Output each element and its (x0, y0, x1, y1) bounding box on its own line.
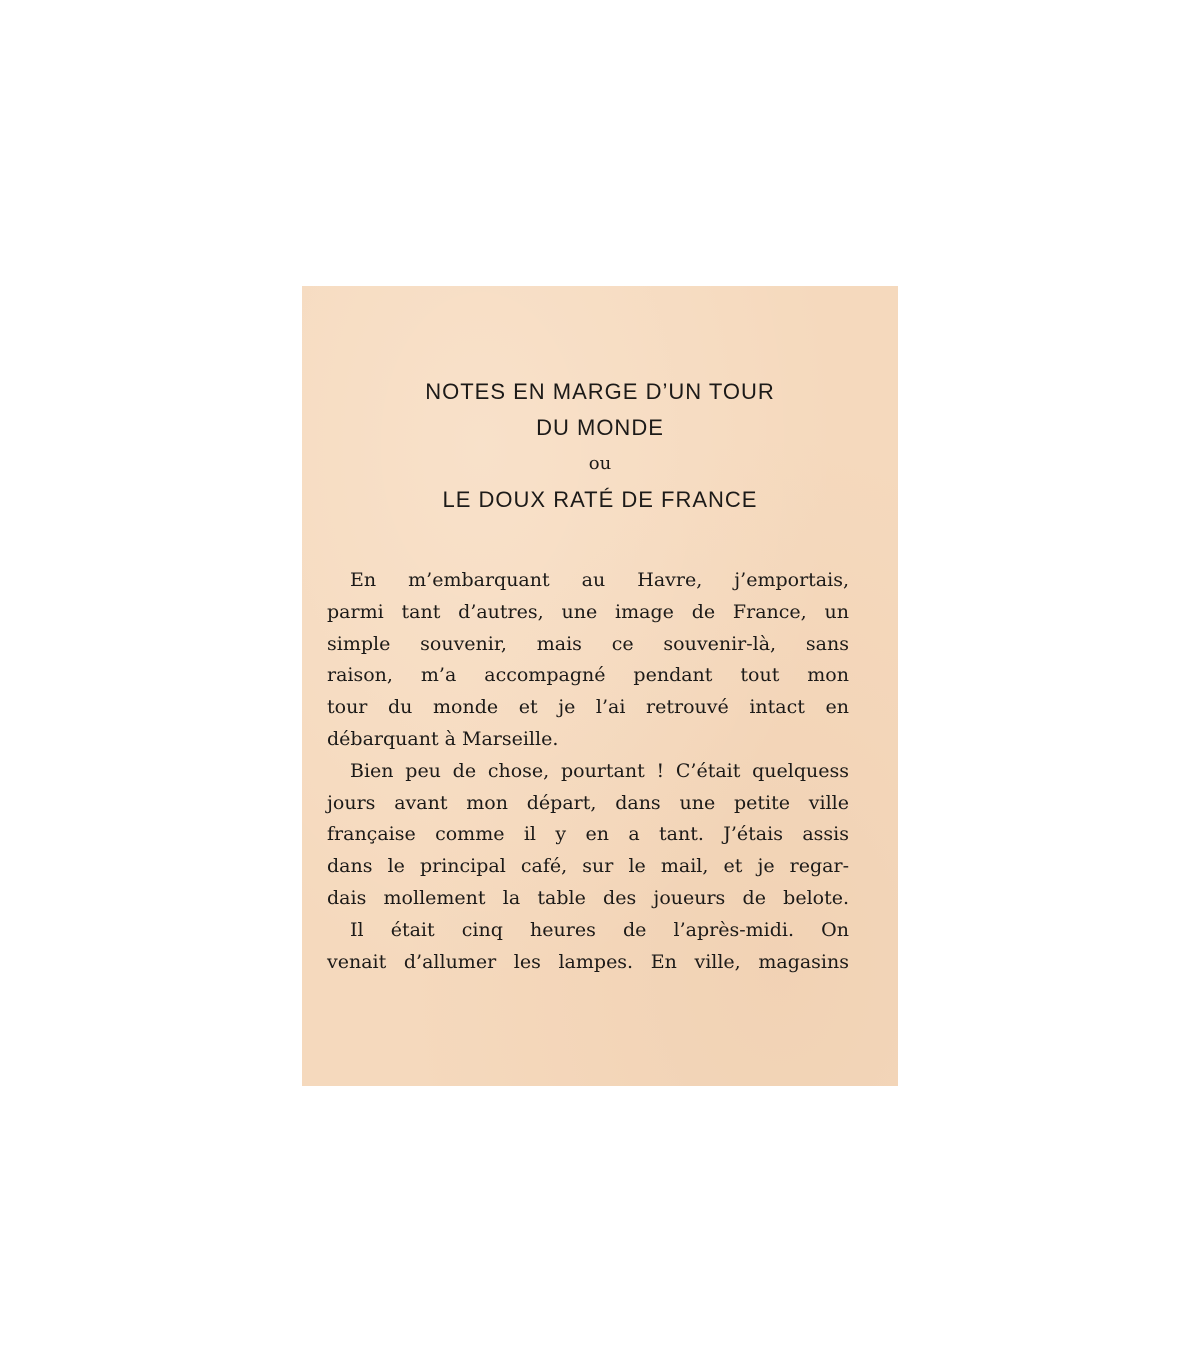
book-page (302, 286, 898, 1086)
text-line: raison, m’a accompagné pendant tout mon (327, 664, 849, 687)
chapter-title-line-1: NOTES EN MARGE D’UN TOUR (425, 379, 775, 404)
body-text (327, 565, 849, 978)
text-line: venait d’allumer les lampes. En ville, magasins (327, 950, 849, 973)
chapter-title-block (302, 374, 898, 518)
text-line: Bien peu de chose, pourtant ! C’était quelquess (350, 759, 849, 782)
chapter-subtitle: LE DOUX RATÉ DE FRANCE (442, 487, 758, 512)
text-line: En m’embarquant au Havre, j’emportais, (350, 569, 849, 591)
text-line: dans le principal café, sur le mail, et je regar- (327, 855, 849, 878)
text-line: française comme il y en a tant. J’étais assis (327, 823, 849, 846)
text-line: simple souvenir, mais ce souvenir-là, sans (327, 632, 849, 655)
chapter-title-line-2: DU MONDE (536, 415, 664, 440)
text-line: tour du monde et je l’ai retrouvé intact en (327, 696, 849, 719)
text-line: débarquant à Marseille. (327, 727, 559, 750)
text-line: dais mollement la table des joueurs de belote. (327, 886, 849, 909)
text-line: Il était cinq heures de l’après-midi. On (350, 918, 849, 941)
chapter-title-connector: ou (588, 453, 612, 474)
text-line: parmi tant d’autres, une image de France, un (327, 600, 849, 623)
text-line: jours avant mon départ, dans une petite ville (327, 791, 849, 814)
